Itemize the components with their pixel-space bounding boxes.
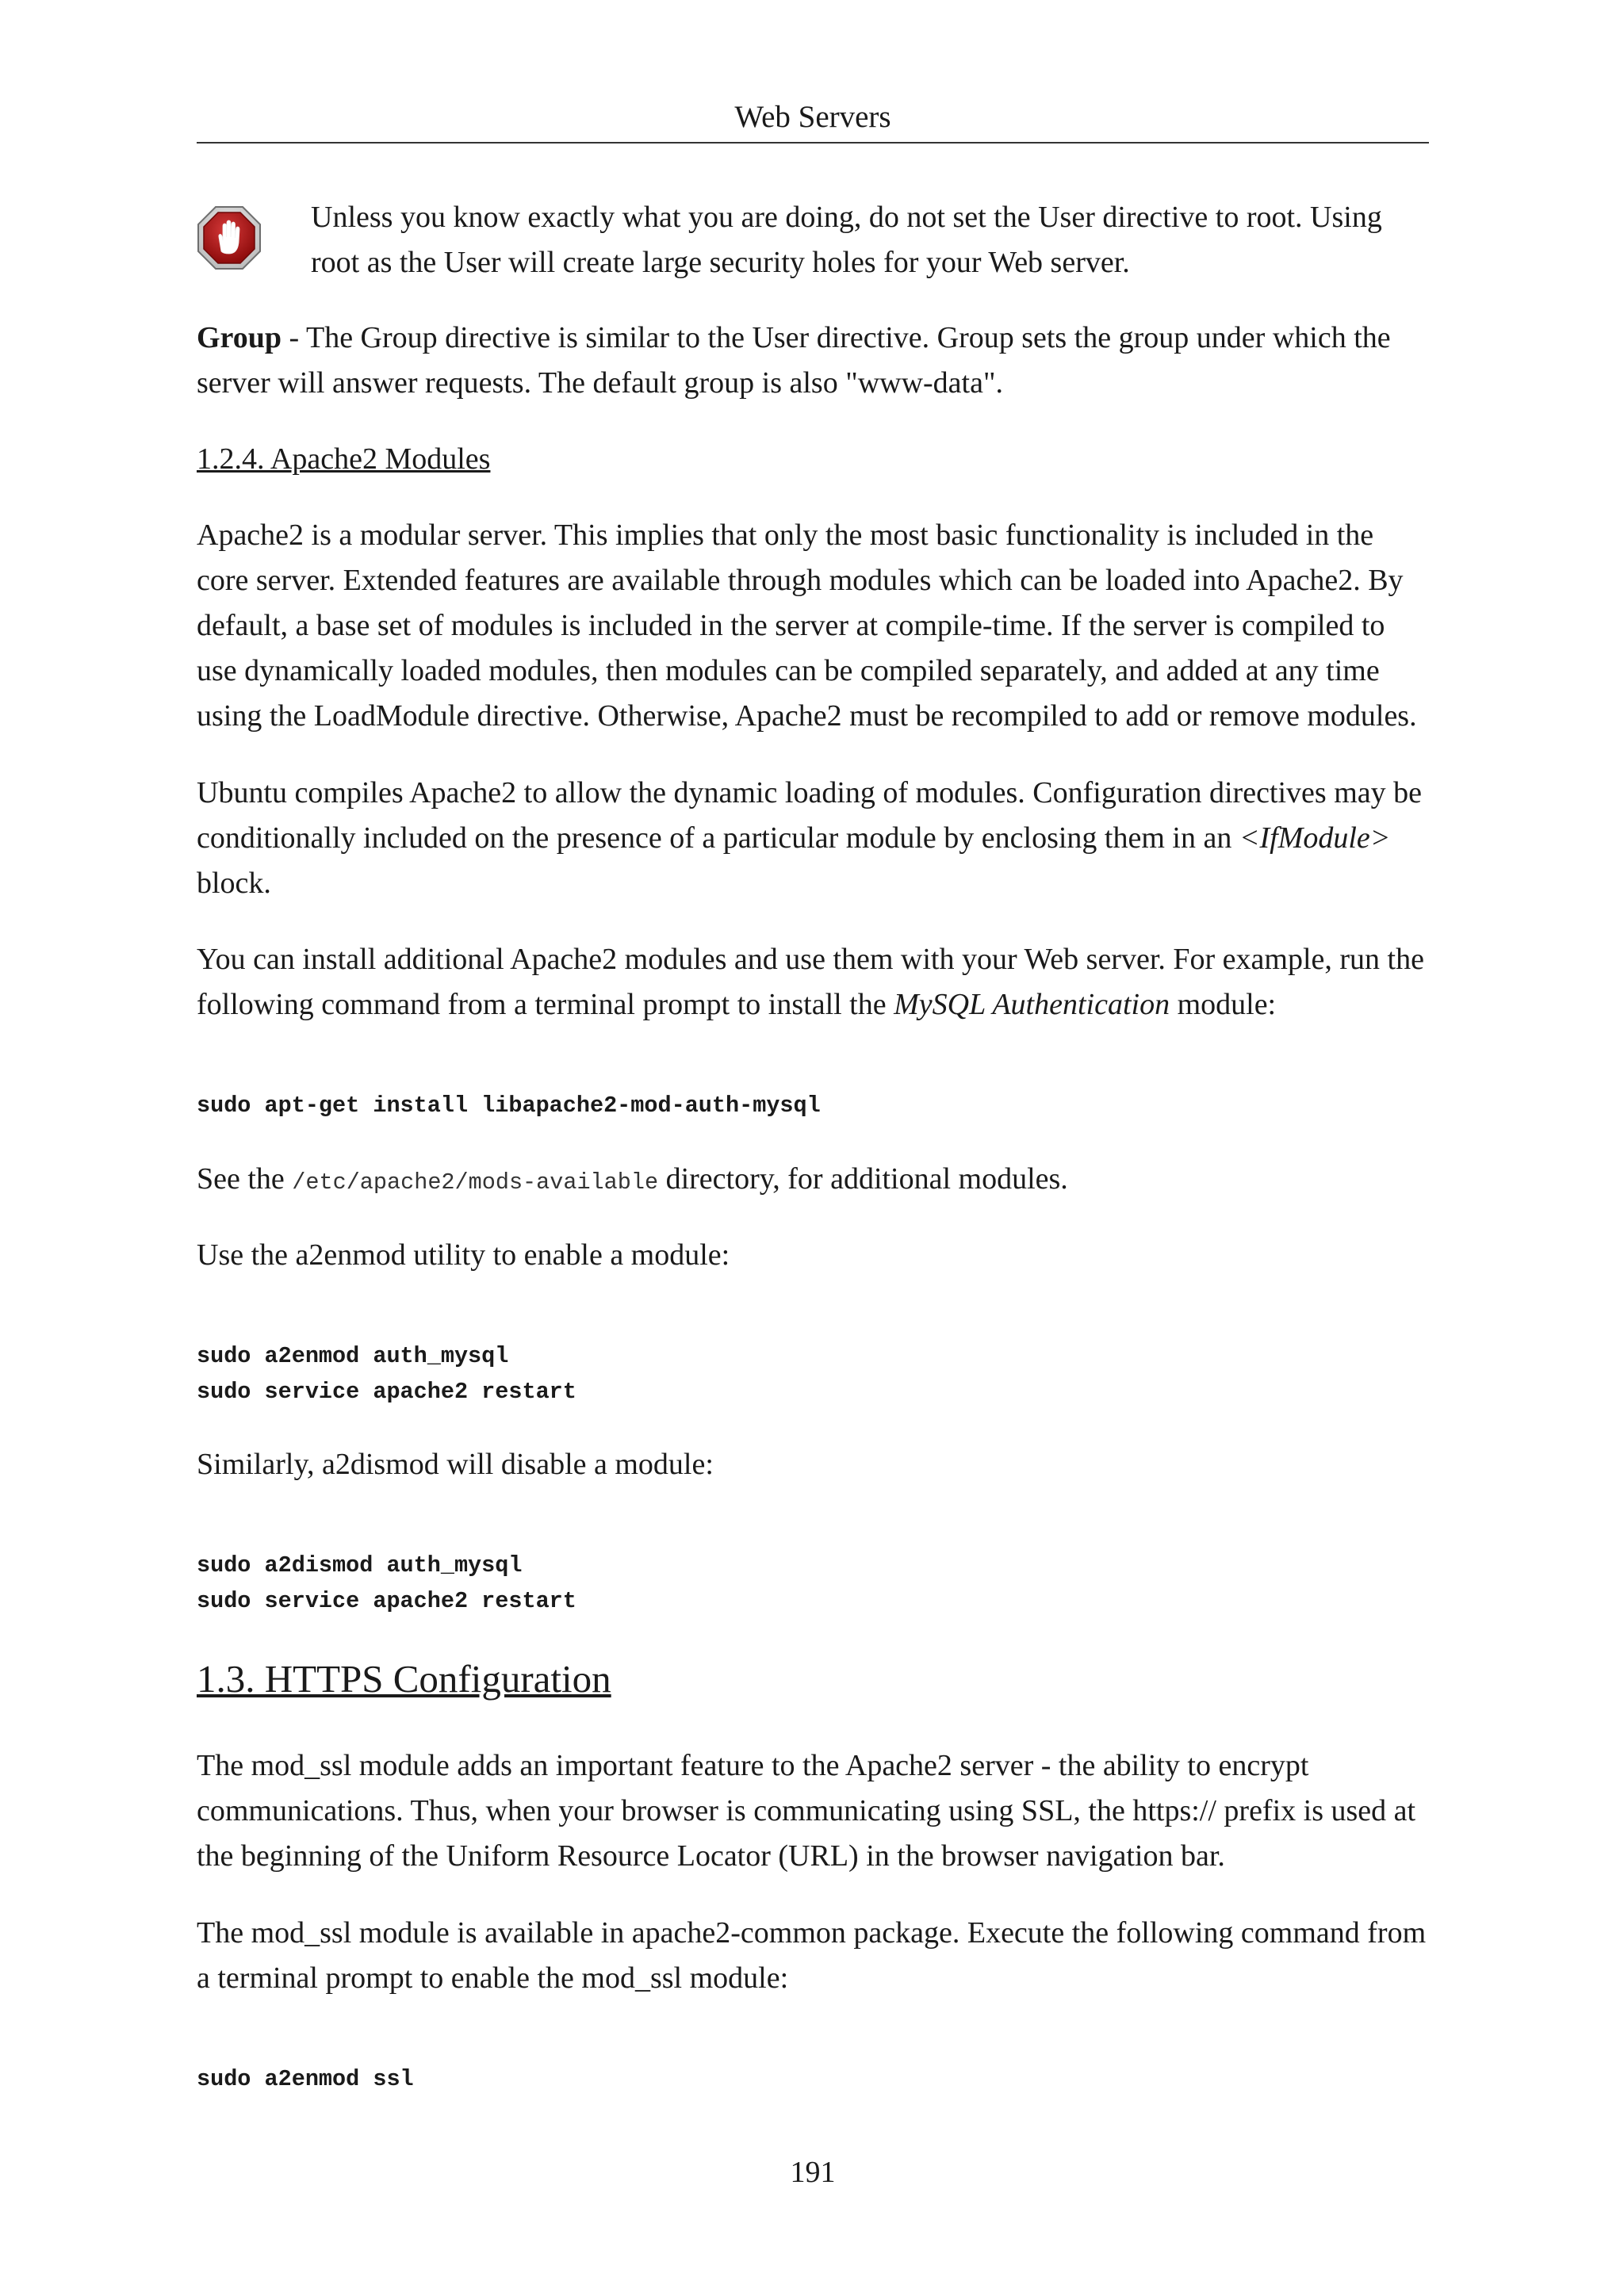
ubuntu-text-after: block. [197,867,271,900]
header-rule [197,142,1429,144]
install-command-code: sudo apt-get install libapache2-mod-auth-mysql [197,1093,821,1119]
ifmodule-emphasis: <IfModule> [1239,821,1391,855]
install-text-before: You can install additional Apache2 modules and use them with your Web server. For example, run the following command from a terminal prompt to install the [197,943,1424,1021]
page-number: 191 [790,2156,836,2189]
disable-module-paragraph: Similarly, a2dismod will disable a module: [197,1448,714,1481]
group-directive-paragraph [197,316,1429,406]
document-page [197,0,1429,2296]
mods-available-paragraph [197,1157,1429,1205]
section-heading-https-configuration[interactable]: 1.3. HTTPS Configuration [197,1657,611,1701]
modular-server-paragraph: Apache2 is a modular server. This implies that only the most basic functionality is included in the core server. Extended features are available through modules which can be loaded into Apache2. By default, a base set of modules is included in the server at compile-time. If the server is compiled to use dynamically loaded modules, then modules can be compiled separately, and added at any time using the LoadModule directive. Otherwise, Apache2 must be recompiled to add or remove modules. [197,519,1417,733]
mysql-auth-emphasis: MySQL Authentication [894,988,1170,1021]
install-modules-paragraph [197,937,1429,1027]
warning-note: Unless you know exactly what you are doing, do not set the User directive to root. Using root as the User will create large security holes for your Web server. [311,201,1382,279]
mod-ssl-paragraph: The mod_ssl module adds an important feature to the Apache2 server - the ability to encrypt communications. Thus, when your browser is communicating using SSL, the https:// prefix is used at the beginning of the Uniform Resource Locator (URL) in the browser navigation bar. [197,1749,1416,1873]
running-header: Web Servers [734,100,891,134]
enable-command-line-2: sudo service apache2 restart [197,1379,576,1405]
group-description: - The Group directive is similar to the User directive. Group sets the group under which the server will answer requests. The default group is also "www-data". [197,321,1391,400]
ubuntu-text-before: Ubuntu compiles Apache2 to allow the dynamic loading of modules. Configuration directives may be conditionally included on the presence of a particular module by enclosing them in an [197,776,1422,855]
enable-module-paragraph: Use the a2enmod utility to enable a module: [197,1238,730,1272]
see-text-after: directory, for additional modules. [658,1162,1068,1196]
enable-command-line-1: sudo a2enmod auth_mysql [197,1343,509,1369]
install-text-after: module: [1170,988,1277,1021]
apache2-common-paragraph: The mod_ssl module is available in apache2-common package. Execute the following command from a terminal prompt to enable the mod_ssl module: [197,1916,1427,1995]
disable-command-line-1: sudo a2dismod auth_mysql [197,1552,523,1578]
ubuntu-compiles-paragraph [197,771,1429,906]
ssl-enable-command-code: sudo a2enmod ssl [197,2066,414,2092]
disable-command-line-2: sudo service apache2 restart [197,1588,576,1614]
mods-available-path: /etc/apache2/mods-available [292,1169,659,1196]
section-heading-apache2-modules[interactable]: 1.2.4. Apache2 Modules [197,442,491,476]
stop-hand-icon [197,205,262,270]
group-term: Group [197,321,282,354]
see-text-before: See the [197,1162,293,1196]
